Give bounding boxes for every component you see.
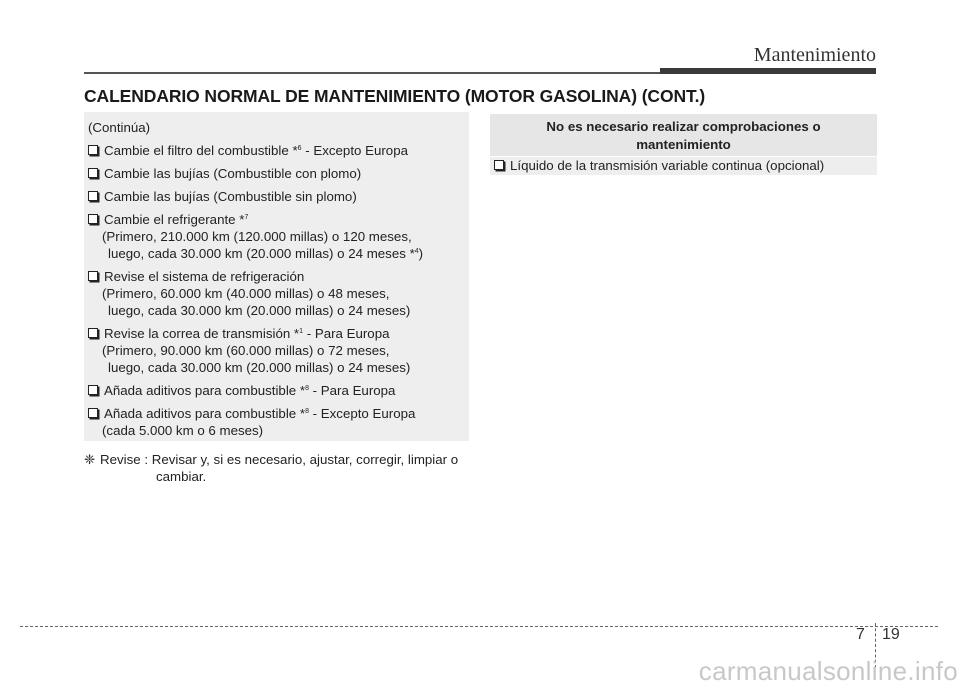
footer-dashed-line [20, 626, 938, 627]
asterisk-icon: ❈ [84, 452, 96, 467]
list-item: Cambie las bujías (Combustible sin plomo) [88, 188, 469, 205]
watermark: carmanualsonline.info [698, 656, 958, 686]
chapter-number: 7 [856, 626, 865, 643]
list-item: Añada aditivos para combustible *$^8$ - Excepto Europa (cada 5.000 km o 6 meses) [88, 405, 469, 439]
header-rule-thick [660, 68, 876, 74]
checkbox-icon [494, 160, 504, 170]
header-rule-thin [84, 72, 660, 74]
maintenance-list-box [84, 112, 469, 441]
no-check-header: No es necesario realizar comprobaciones o mantenimiento [490, 114, 877, 156]
list-item: Revise la correa de transmisión *$^1$ - Para Europa (Primero, 90.000 km (60.000 millas) o 72 meses, luego, cada 30.000 km (20.000 millas) o 24 meses) [88, 325, 469, 376]
checkbox-icon [88, 168, 98, 178]
section-title: CALENDARIO NORMAL DE MANTENIMIENTO (MOTOR GASOLINA) (CONT.) [84, 86, 706, 106]
list-item: Cambie el refrigerante *$^7$ (Primero, 210.000 km (120.000 millas) o 120 meses, luego, cada 30.000 km (20.000 millas) o 24 meses *$^4$) [88, 211, 469, 262]
list-item: Revise el sistema de refrigeración (Primero, 60.000 km (40.000 millas) o 48 meses, luego, cada 30.000 km (20.000 millas) o 24 meses) [88, 268, 469, 319]
list-item: Cambie las bujías (Combustible con plomo) [88, 165, 469, 182]
list-item: Cambie el filtro del combustible *$^6$ - Excepto Europa [88, 142, 469, 159]
checkbox-icon [88, 145, 98, 155]
checkbox-icon [88, 191, 98, 201]
checkbox-icon [88, 214, 98, 224]
checkbox-icon [88, 408, 98, 418]
checkbox-icon [88, 328, 98, 338]
continued-label: (Continúa) [88, 120, 151, 135]
checkbox-icon [88, 271, 98, 281]
list-item: Líquido de la transmisión variable continua (opcional) [490, 157, 877, 175]
list-item: Añada aditivos para combustible *$^8$ - Para Europa [88, 382, 469, 399]
header-title: Mantenimiento [753, 44, 876, 66]
revise-footnote: ❈ Revise : Revisar y, si es necesario, ajustar, corregir, limpiar o cambiar. [84, 452, 459, 484]
page-number: 19 [882, 626, 900, 643]
checkbox-icon [88, 385, 98, 395]
